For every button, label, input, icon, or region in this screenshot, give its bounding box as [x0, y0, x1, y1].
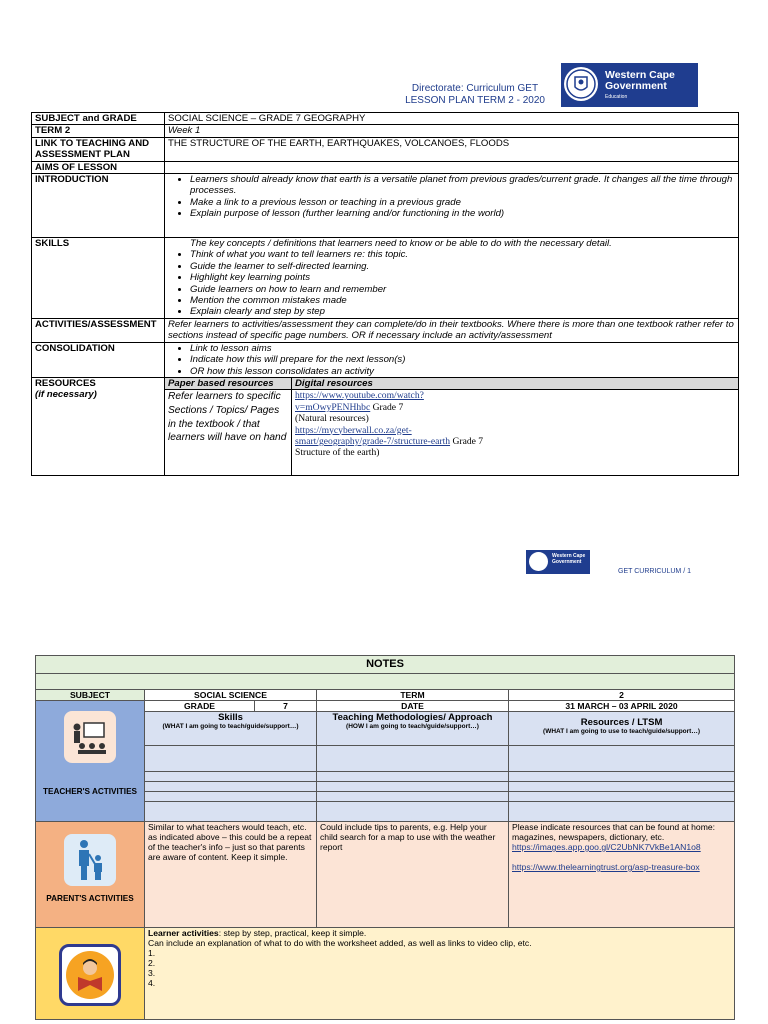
row-resources-head: [32, 377, 739, 389]
parent-method: Could include tips to parents, e.g. Help your child search for a map to use with the weather report: [317, 822, 509, 928]
res-head: Resources / LTSM: [580, 717, 663, 728]
resources-sub: (if necessary): [35, 389, 97, 401]
notes-subject-value: SOCIAL SCIENCE: [145, 690, 317, 701]
consolidation-item: • Link to lesson aims: [190, 343, 735, 354]
learner-row: [36, 928, 735, 1020]
skills-item: • Mention the common mistakes made: [190, 295, 735, 306]
parent-icon: [64, 834, 116, 886]
notes-term-value: 2: [509, 690, 735, 701]
row-aims: [32, 161, 739, 173]
subject-value: SOCIAL SCIENCE – GRADE 7 GEOGRAPHY: [165, 113, 739, 125]
parent-cell: [36, 822, 145, 928]
learner-step: 2.: [148, 958, 156, 968]
skills-item: • Highlight key learning points: [190, 272, 735, 283]
skills-item: • Think of what you want to tell learners re: this topic.: [190, 249, 735, 260]
row-skills: [32, 238, 739, 319]
footer-logo: [526, 550, 590, 574]
lesson-plan-line: LESSON PLAN TERM 2 - 2020: [405, 95, 545, 106]
parent-row: [36, 822, 735, 928]
parent-skills: Similar to what teachers would teach, etc. as indicated above – this could be a repeat of the teacher's info – just so that parents are aware of content. Keep it simple.: [145, 822, 317, 928]
teacher-res-cell: [509, 782, 735, 792]
resources-label: [32, 377, 165, 475]
teacher-res-cell: [509, 792, 735, 802]
learner-line2: Can include an explanation of what to do with the worksheet added, as well as links to video clip, etc.: [148, 938, 532, 948]
teacher-activities-label: TEACHER'S ACTIVITIES: [43, 787, 137, 796]
notes-spacer-row: [36, 674, 735, 690]
skills-head: Skills: [218, 712, 243, 723]
consolidation-label: CONSOLIDATION: [32, 342, 165, 377]
row-activities: [32, 318, 739, 342]
row-introduction: [32, 174, 739, 238]
skills-item: • Explain clearly and step by step: [190, 306, 735, 317]
activities-label: ACTIVITIES/ASSESSMENT: [32, 318, 165, 342]
notes-title: NOTES: [36, 656, 735, 674]
teacher-method-cell: [317, 772, 509, 782]
row-term: [32, 125, 739, 137]
logo-text: [605, 70, 675, 92]
notes-grade-label: GRADE: [145, 701, 255, 712]
parent-res-text: Please indicate resources that can be found at home: magazines, newspapers, dictionary, etc.: [512, 822, 716, 842]
res-head-cell: [509, 712, 735, 746]
digital-resources-head: Digital resources: [292, 377, 739, 389]
skills-sub: (WHAT I am going to teach/guide/support…): [162, 723, 299, 730]
skills-item: • Guide the learner to self-directed learning.: [190, 261, 735, 272]
paper-resources-value: Refer learners to specific Sections / Topics/ Pages in the textbook / that learners will have on hand: [165, 390, 292, 476]
activities-value: Refer learners to activities/assessment they can complete/do in their textbooks. Where there is more than one textbook rather refer to sections instead of specific page numbers. OR if necessary include an activity/assessment: [165, 318, 739, 342]
learner-bold: Learner activities: [148, 928, 219, 938]
consolidation-item: • OR how this lesson consolidates an activity: [190, 366, 735, 377]
learner-cell: [36, 928, 145, 1020]
notes-table: [35, 655, 735, 1020]
teacher-skills-cell: [145, 792, 317, 802]
aims-value: [165, 161, 739, 173]
term-value: Week 1: [165, 125, 739, 137]
resources-title: RESOURCES: [35, 377, 96, 389]
learner-activities: [145, 928, 735, 1020]
parent-resources: [509, 822, 735, 928]
notes-subject-label: SUBJECT: [36, 690, 145, 701]
teacher-skills-cell: [145, 782, 317, 792]
subject-label: SUBJECT and GRADE: [32, 113, 165, 125]
parent-link-images[interactable]: https://images.app.goo.gl/C2UbNK7VkBe1AN1o8: [512, 842, 701, 852]
learner-step: 1.: [148, 948, 156, 958]
row-consolidation: [32, 342, 739, 377]
lesson-plan-table: [31, 112, 739, 476]
skills-head-cell: [145, 712, 317, 746]
directorate-heading: [396, 83, 554, 107]
res-sub: (WHAT I am going to use to teach/guide/support…): [543, 728, 701, 735]
link-label: LINK TO TEACHING AND ASSESSMENT PLAN: [32, 137, 165, 161]
teacher-method-cell: [317, 782, 509, 792]
teacher-method-cell: [317, 802, 509, 822]
notes-title-row: [36, 656, 735, 674]
notes-spacer: [36, 674, 735, 690]
footer-logo-text: [552, 553, 585, 565]
consolidation-value: [165, 342, 739, 377]
method-head: Teaching Methodologies/ Approach: [332, 712, 493, 723]
logo-line1: Western Cape: [605, 69, 675, 81]
method-head-cell: [317, 712, 509, 746]
term-label: TERM 2: [32, 125, 165, 137]
mycyberwall-link[interactable]: https://mycyberwall.co.za/get-smart/geography/grade-7/structure-earth: [295, 424, 451, 447]
teacher-cell: [36, 701, 145, 822]
skills-value: [165, 238, 739, 319]
introduction-value: [165, 174, 739, 238]
paper-resources-head: Paper based resources: [165, 377, 292, 389]
intro-item: • Explain purpose of lesson (further learning and/or functioning in the world): [190, 208, 735, 219]
method-sub: (HOW I am going to teach/guide/support…): [346, 723, 479, 730]
teacher-method-cell: [317, 746, 509, 772]
introduction-label: INTRODUCTION: [32, 174, 165, 238]
notes-grade-row: [36, 701, 735, 712]
footer-crest-icon: [529, 552, 548, 571]
teacher-icon: [64, 711, 116, 763]
logo-subtitle: Education: [605, 94, 628, 100]
footer-logo-line1: Western Cape: [552, 553, 586, 559]
consolidation-item: • Indicate how this will prepare for the next lesson(s): [190, 354, 735, 365]
teacher-res-cell: [509, 772, 735, 782]
digital-resources-value: [292, 390, 739, 476]
footer-logo-line2: Government: [552, 559, 582, 565]
digital-text1: Grade 7: [370, 401, 404, 413]
parent-activities-label: PARENT'S ACTIVITIES: [46, 894, 134, 903]
learner-step: 3.: [148, 968, 156, 978]
intro-item: • Learners should already know that earth is a versatile planet from previous grades/current grade. It changes all the time through processes.: [190, 174, 735, 197]
skills-item: • Guide learners on how to learn and remember: [190, 284, 735, 295]
teacher-method-cell: [317, 792, 509, 802]
footer-text: GET CURRICULUM / 1: [618, 568, 691, 575]
teacher-res-cell: [509, 746, 735, 772]
crest-icon: [564, 67, 598, 101]
aims-label: AIMS OF LESSON: [32, 161, 165, 173]
digital-text3: Grade 7: [450, 435, 484, 447]
logo-line2: Government: [605, 80, 667, 92]
teacher-skills-cell: [145, 802, 317, 822]
row-link: [32, 137, 739, 161]
notes-date-label: DATE: [317, 701, 509, 712]
teacher-skills-cell: [145, 746, 317, 772]
directorate-line: Directorate: Curriculum GET: [411, 83, 539, 94]
notes-date-value: 31 MARCH – 03 APRIL 2020: [509, 701, 735, 712]
notes-grade-value: 7: [255, 701, 317, 712]
learner-step: 4.: [148, 978, 156, 988]
notes-subject-row: [36, 690, 735, 701]
intro-item: • Make a link to a previous lesson or teaching in a previous grade: [190, 197, 735, 208]
skills-label: SKILLS: [32, 238, 165, 319]
link-value: THE STRUCTURE OF THE EARTH, EARTHQUAKES, VOLCANOES, FLOODS: [165, 137, 739, 161]
youtube-link[interactable]: https://www.youtube.com/watch?v=mOwyPENHhbc: [295, 390, 424, 413]
skills-item: The key concepts / definitions that learners need to know or be able to do with the necessary detail.: [190, 238, 612, 250]
digital-text2: (Natural resources): [295, 413, 369, 425]
teacher-res-cell: [509, 802, 735, 822]
notes-term-label: TERM: [317, 690, 509, 701]
learner-rest: : step by step, practical, keep it simple.: [218, 928, 367, 938]
row-subject: [32, 113, 739, 125]
teacher-skills-cell: [145, 772, 317, 782]
learner-icon: [59, 944, 121, 1006]
digital-text4: Structure of the earth): [295, 447, 380, 459]
western-cape-logo: [561, 63, 698, 107]
parent-link-learning-trust[interactable]: https://www.thelearningtrust.org/asp-treasure-box: [512, 862, 700, 872]
